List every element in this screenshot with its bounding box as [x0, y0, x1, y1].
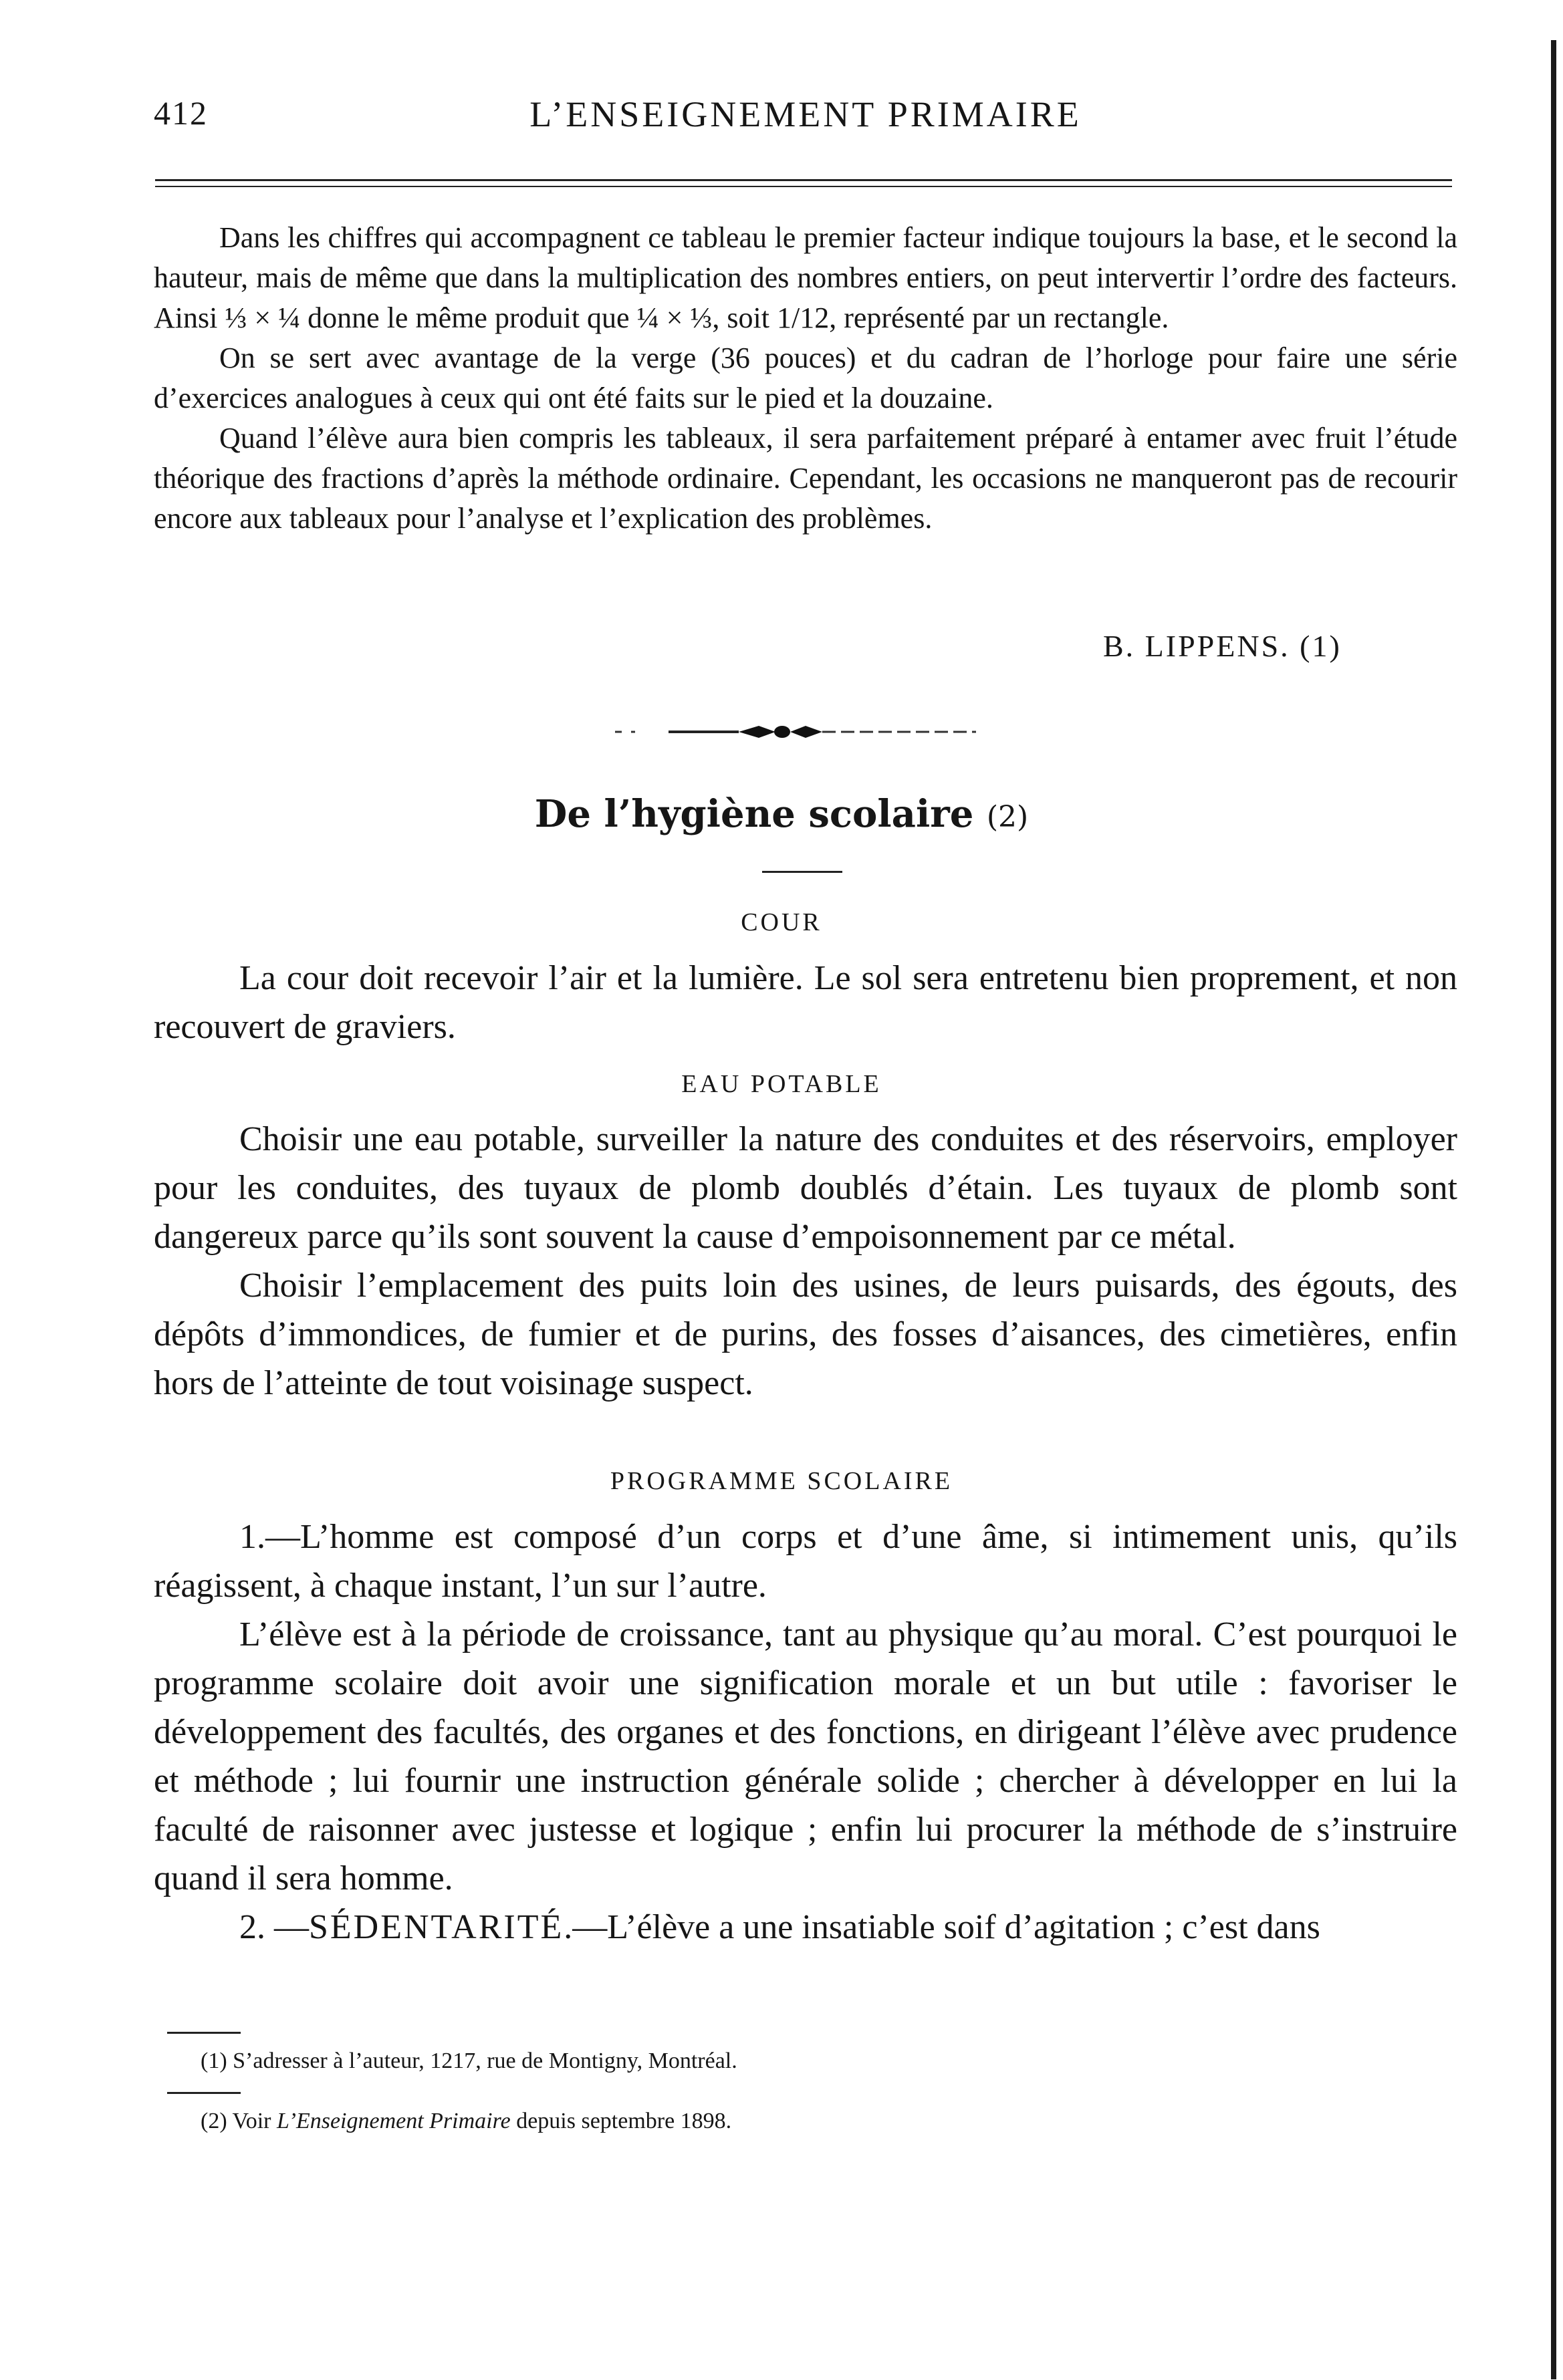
article-title [0, 792, 1563, 836]
intro-paragraph: Quand l’élève aura bien compris les tableaux, il sera parfaitement préparé à entamer avec fruit l’étude théorique des fractions d’après la méthode ordinaire. Cependant, les occasions ne manqueront pas de recourir encore aux tableaux pour l’analyse et l’explication des problèmes. [154, 422, 1457, 535]
body-paragraph: 1.—L’homme est composé d’un corps et d’une âme, si intimement unis, qu’ils réagissent, à chaque instant, l’un sur l’autre. [154, 1518, 1457, 1605]
author-signature: B. LIPPENS. (1) [1103, 629, 1342, 663]
section-programme-text [154, 1512, 1457, 1952]
body-paragraph: Choisir l’emplacement des puits loin des usines, de leurs puisards, des égouts, des dépôts d’immondices, de fumier et de purins, des fosses d’aisances, des cimetières, enfin hors de l’atteinte de tout voisinage suspect. [154, 1267, 1457, 1402]
footnote-rule [167, 2092, 241, 2094]
section-heading-eau-potable: EAU POTABLE [681, 1070, 882, 1098]
item-number: 2. — [239, 1908, 309, 1946]
article-title-text: De l’hygiène scolaire [534, 792, 974, 836]
section-eau-potable-text [154, 1115, 1457, 1408]
running-title: L’ENSEIGNEMENT PRIMAIRE [529, 94, 1082, 134]
footnote-2 [201, 2105, 1404, 2137]
item-label: SÉDENTARITÉ [309, 1908, 564, 1946]
footnote-2-suffix: depuis septembre 1898. [510, 2109, 732, 2133]
header-rule-second [155, 186, 1452, 187]
item-text: .—L’élève a une insatiable soif d’agitation ; c’est dans [564, 1908, 1320, 1946]
running-header [154, 94, 1457, 147]
body-paragraph: Choisir une eau potable, surveiller la nature des conduites et des réservoirs, employer pour les conduites, des tuyaux de plomb doublés d’étain. Les tuyaux de plomb sont dangereux parce qu’ils sont souvent la cause d’empoisonnement par ce métal. [154, 1120, 1457, 1256]
section-heading-programme: PROGRAMME SCOLAIRE [610, 1467, 953, 1495]
section-cour-text [154, 954, 1457, 1051]
page-edge-rule [1551, 40, 1556, 2379]
intro-text [154, 218, 1457, 539]
section-heading-cour: COUR [741, 908, 822, 936]
intro-paragraph: Dans les chiffres qui accompagnent ce tableau le premier facteur indique toujours la base, et le second la hauteur, mais de même que dans la multiplication des nombres entiers, on peut intervertir l’ordre des facteurs. Ainsi ⅓ × ¼ donne le même produit que ¼ × ⅓, soit 1/12, représenté par un rectangle. [154, 221, 1457, 334]
footnote-rule [167, 2032, 241, 2034]
footnote-2-prefix: (2) Voir [201, 2109, 277, 2133]
footnote-1: (1) S’adresser à l’auteur, 1217, rue de Montigny, Montréal. [201, 2048, 737, 2073]
title-rule [762, 871, 842, 873]
intro-paragraph: On se sert avec avantage de la verge (36 pouces) et du cadran de l’horloge pour faire une série d’exercices analogues à ceux qui ont été faits sur le pied et la douzaine. [154, 342, 1457, 414]
footnote-2-title: L’Enseignement Primaire [276, 2109, 511, 2133]
body-paragraph: L’élève est à la période de croissance, tant au physique qu’au moral. C’est pourquoi le programme scolaire doit avoir une signification morale et un but utile : favoriser le développement des facultés, des organes et des fonctions, en dirigeant l’élève avec prudence et méthode ; lui fournir une instruction générale solide ; chercher à développer en lui la faculté de raisonner avec justesse et logique ; enfin lui procurer la méthode de s’instruire quand il sera homme. [154, 1615, 1457, 1897]
body-paragraph: La cour doit recevoir l’air et la lumière. Le sol sera entretenu bien proprement, et non recouvert de graviers. [154, 959, 1457, 1046]
article-title-note: (2) [986, 800, 1029, 834]
section-divider-ornament [615, 722, 976, 742]
body-paragraph-sedentarite [154, 1903, 1457, 1952]
page-number: 412 [154, 94, 208, 132]
header-rule [155, 179, 1452, 181]
